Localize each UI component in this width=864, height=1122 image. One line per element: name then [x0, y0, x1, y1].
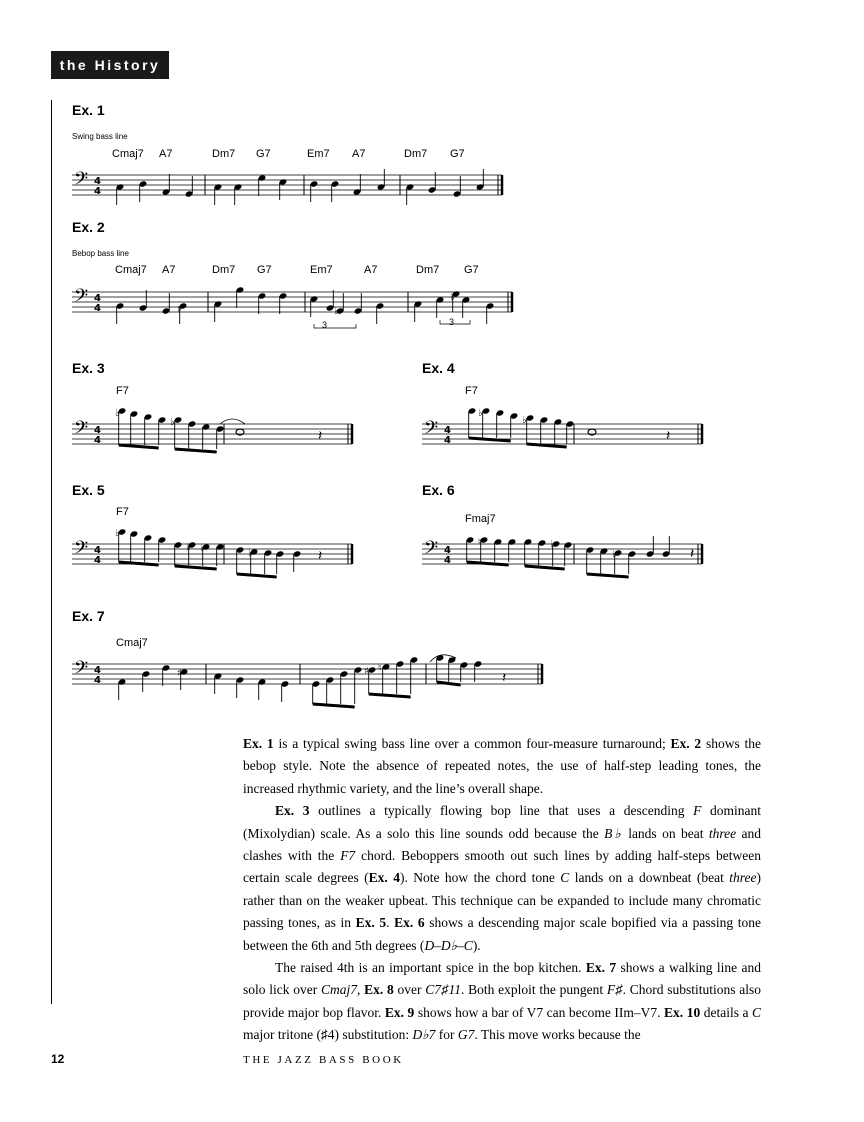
note-beam [119, 562, 159, 565]
triplet-mark: 3 [449, 317, 455, 327]
paragraph: The raised 4th is an important spice in the bop kitchen. Ex. 7 shows a walking line and solo lick over Cmaj7, Ex. 8 over C7♯11. Both exploit the pungent F♯. Chord substitutions also provide major bop flavor. Ex. 9 shows how a bar of V7 can become IIm–V7. Ex. 10 details a C major tritone (♯4) substitution: D♭7 for G7. This move works because the [243, 960, 761, 1043]
example-label: Ex. 4 [422, 360, 455, 376]
time-signature: 4 [94, 176, 101, 187]
time-signature: 4 [444, 555, 451, 566]
chord-symbol: F7 [116, 385, 129, 397]
running-title: THE JAZZ BASS BOOK [243, 1054, 404, 1066]
time-signature: 4 [94, 186, 101, 197]
accidental: ♭ [448, 655, 453, 666]
example-label: Ex. 7 [72, 608, 105, 624]
accidental: ♭ [115, 528, 120, 539]
accidental: ♭ [115, 408, 120, 419]
accidental: ♭ [186, 542, 191, 553]
quarter-rest: 𝄽 [502, 670, 507, 686]
tie [220, 419, 245, 424]
chord-symbol: Cmaj7 [115, 264, 147, 276]
accidental: ♭ [478, 408, 483, 419]
bass-clef-icon: 𝄢 [74, 418, 89, 443]
accidental: ♭ [550, 539, 555, 550]
accidental: ♭ [334, 306, 339, 317]
chord-symbol: Em7 [307, 148, 330, 160]
note-beam [175, 449, 217, 452]
chord-symbol: Dm7 [404, 148, 428, 160]
note-beam [237, 574, 277, 577]
triplet-bracket [440, 320, 470, 324]
time-signature: 4 [444, 545, 451, 556]
time-signature: 4 [444, 425, 451, 436]
chord-symbol: Em7 [310, 264, 333, 276]
note-beam [369, 694, 411, 697]
chord-symbol: A7 [364, 264, 378, 276]
chord-symbol: Fmaj7 [465, 513, 496, 525]
accidental: ♭ [450, 292, 455, 303]
chord-symbol: A7 [162, 264, 176, 276]
accidental: ♮ [478, 537, 482, 548]
accidental: ♭ [200, 543, 205, 554]
chord-symbol: Dm7 [416, 264, 440, 276]
time-signature: 4 [94, 675, 101, 686]
time-signature: 4 [94, 435, 101, 446]
chord-symbol: G7 [450, 148, 465, 160]
example-subtitle: Bebop bass line [72, 249, 129, 258]
example-label: Ex. 6 [422, 482, 455, 498]
bass-clef-icon: 𝄢 [74, 286, 89, 311]
accidental: ♯ [177, 304, 182, 315]
chord-symbol: G7 [256, 148, 271, 160]
chord-symbol: Dm7 [212, 148, 236, 160]
paragraph: Ex. 3 outlines a typically flowing bop line that uses a descending F dominant (Mixolydian) scale. As a solo this line sounds odd because the B♭ lands on beat three and clashes with the F7 chord. Beboppers smooth out such lines by adding half-steps between certain scale degrees (Ex. 4). Note how the chord tone C lands on a downbeat (beat three) rather than on the weaker upbeat. This technique can be expanded to include many chromatic passing tones, as in Ex. 5. Ex. 6 shows a descending major scale bopified via a passing tone between the 6th and 5th degrees (D–D♭–C). [243, 803, 761, 953]
example-subtitle: Swing bass line [72, 132, 128, 141]
time-signature: 4 [94, 665, 101, 676]
example-label: Ex. 1 [72, 102, 105, 118]
quarter-rest: 𝄽 [318, 548, 323, 564]
bass-clef-icon: 𝄢 [424, 418, 439, 443]
chord-symbol: Cmaj7 [116, 637, 148, 649]
chord-symbol: Cmaj7 [112, 148, 144, 160]
bass-clef-icon: 𝄢 [74, 658, 89, 683]
bass-clef-icon: 𝄢 [424, 538, 439, 563]
time-signature: 4 [94, 425, 101, 436]
bass-clef-icon: 𝄢 [74, 538, 89, 563]
time-signature: 4 [444, 435, 451, 446]
chord-symbol: G7 [257, 264, 272, 276]
accidental: ♭ [248, 548, 253, 559]
note-beam [525, 566, 565, 569]
chord-symbol: F7 [465, 385, 478, 397]
accidental: ♭ [522, 415, 527, 426]
chord-symbol: A7 [159, 148, 173, 160]
note-beam [587, 574, 629, 577]
paragraph: Ex. 1 is a typical swing bass line over a common four-measure turnaround; Ex. 2 shows the bebop style. Note the absence of repeated notes, the use of half-step leading tones, the increased rhythmic variety, and the line’s overall shape. [243, 736, 761, 796]
chord-symbol: A7 [352, 148, 366, 160]
chord-symbol: G7 [464, 264, 479, 276]
triplet-bracket [314, 324, 356, 328]
note-beam [467, 562, 509, 565]
accidental: ♭ [612, 549, 617, 560]
example-label: Ex. 5 [72, 482, 105, 498]
note-beam [313, 704, 355, 707]
chord-symbol: Dm7 [212, 264, 236, 276]
triplet-mark: 3 [322, 320, 328, 330]
time-signature: 4 [94, 545, 101, 556]
note-beam [469, 438, 511, 441]
chord-symbol: F7 [116, 506, 129, 518]
page-number: 12 [51, 1052, 65, 1066]
time-signature: 4 [94, 555, 101, 566]
quarter-rest: 𝄽 [666, 428, 671, 444]
section-title-badge: the History [51, 51, 169, 79]
bass-clef-icon: 𝄢 [74, 169, 89, 194]
time-signature: 4 [94, 293, 101, 304]
note-beam [527, 444, 567, 447]
example-label: Ex. 3 [72, 360, 105, 376]
quarter-rest: 𝄽 [690, 546, 695, 562]
quarter-rest: 𝄽 [318, 428, 323, 444]
accidental: ♯ [364, 666, 369, 677]
note-beam [175, 566, 217, 569]
accidental: ♮ [378, 663, 382, 674]
time-signature: 4 [94, 303, 101, 314]
example-label: Ex. 2 [72, 219, 105, 235]
body-text [243, 733, 761, 1047]
note-beam [119, 445, 159, 448]
note-beam [437, 682, 461, 685]
accidental: ♯ [177, 668, 182, 679]
accidental: ♭ [170, 417, 175, 428]
